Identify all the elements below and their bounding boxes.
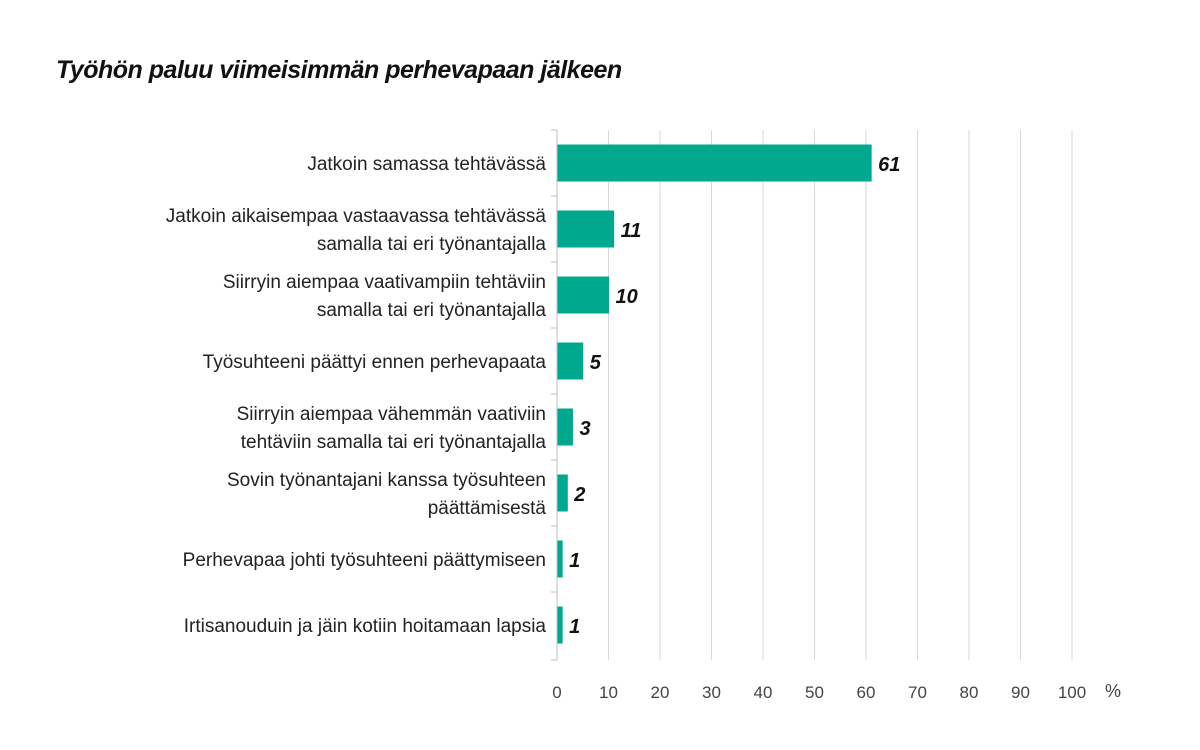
bar bbox=[558, 541, 563, 578]
data-label: 5 bbox=[589, 352, 601, 374]
category-label: Jatkoin samassa tehtävässä bbox=[307, 154, 546, 175]
data-label: 10 bbox=[615, 286, 638, 308]
bar bbox=[558, 211, 615, 248]
data-label: 1 bbox=[569, 616, 581, 638]
bar bbox=[558, 277, 610, 314]
x-unit-label: % bbox=[1104, 681, 1122, 701]
data-label: 2 bbox=[574, 484, 586, 506]
x-tick-label: 50 bbox=[805, 683, 824, 702]
bar bbox=[558, 409, 573, 446]
category-label: Irtisanouduin ja jäin kotiin hoitamaan lapsia bbox=[183, 616, 546, 637]
category-label: Sovin työnantajani kanssa työsuhteen päättämisestä bbox=[227, 470, 546, 519]
data-label: 11 bbox=[620, 220, 642, 242]
bar bbox=[558, 607, 563, 644]
x-tick-label: 100 bbox=[1057, 683, 1087, 702]
data-label: 1 bbox=[569, 550, 581, 572]
x-tick-label: 30 bbox=[702, 683, 721, 702]
category-label: Jatkoin aikaisempaa vastaavassa tehtävässä samalla tai eri työnantajalla bbox=[165, 206, 546, 255]
category-label: Siirryin aiempaa vähemmän vaativiin tehtäviin samalla tai eri työnantajalla bbox=[236, 404, 546, 453]
data-label: 61 bbox=[878, 154, 901, 176]
x-tick-label: 10 bbox=[599, 683, 618, 702]
chart-title: Työhön paluu viimeisimmän perhevapaan jälkeen bbox=[56, 56, 622, 84]
x-tick-label: 0 bbox=[552, 683, 562, 702]
category-label: Perhevapaa johti työsuhteeni päättymiseen bbox=[182, 550, 546, 571]
bar bbox=[558, 145, 872, 182]
x-tick-label: 40 bbox=[753, 683, 773, 702]
x-tick-label: 70 bbox=[908, 683, 927, 702]
x-tick-label: 60 bbox=[856, 683, 876, 702]
x-tick-label: 90 bbox=[1011, 683, 1030, 702]
x-tick-label: 80 bbox=[959, 683, 979, 702]
data-label: 3 bbox=[579, 418, 591, 440]
bar bbox=[558, 475, 568, 512]
category-label: Siirryin aiempaa vaativampiin tehtäviin samalla tai eri työnantajalla bbox=[222, 272, 546, 321]
category-label: Työsuhteeni päättyi ennen perhevapaata bbox=[202, 352, 546, 373]
bar bbox=[558, 343, 584, 380]
x-tick-label: 20 bbox=[650, 683, 670, 702]
